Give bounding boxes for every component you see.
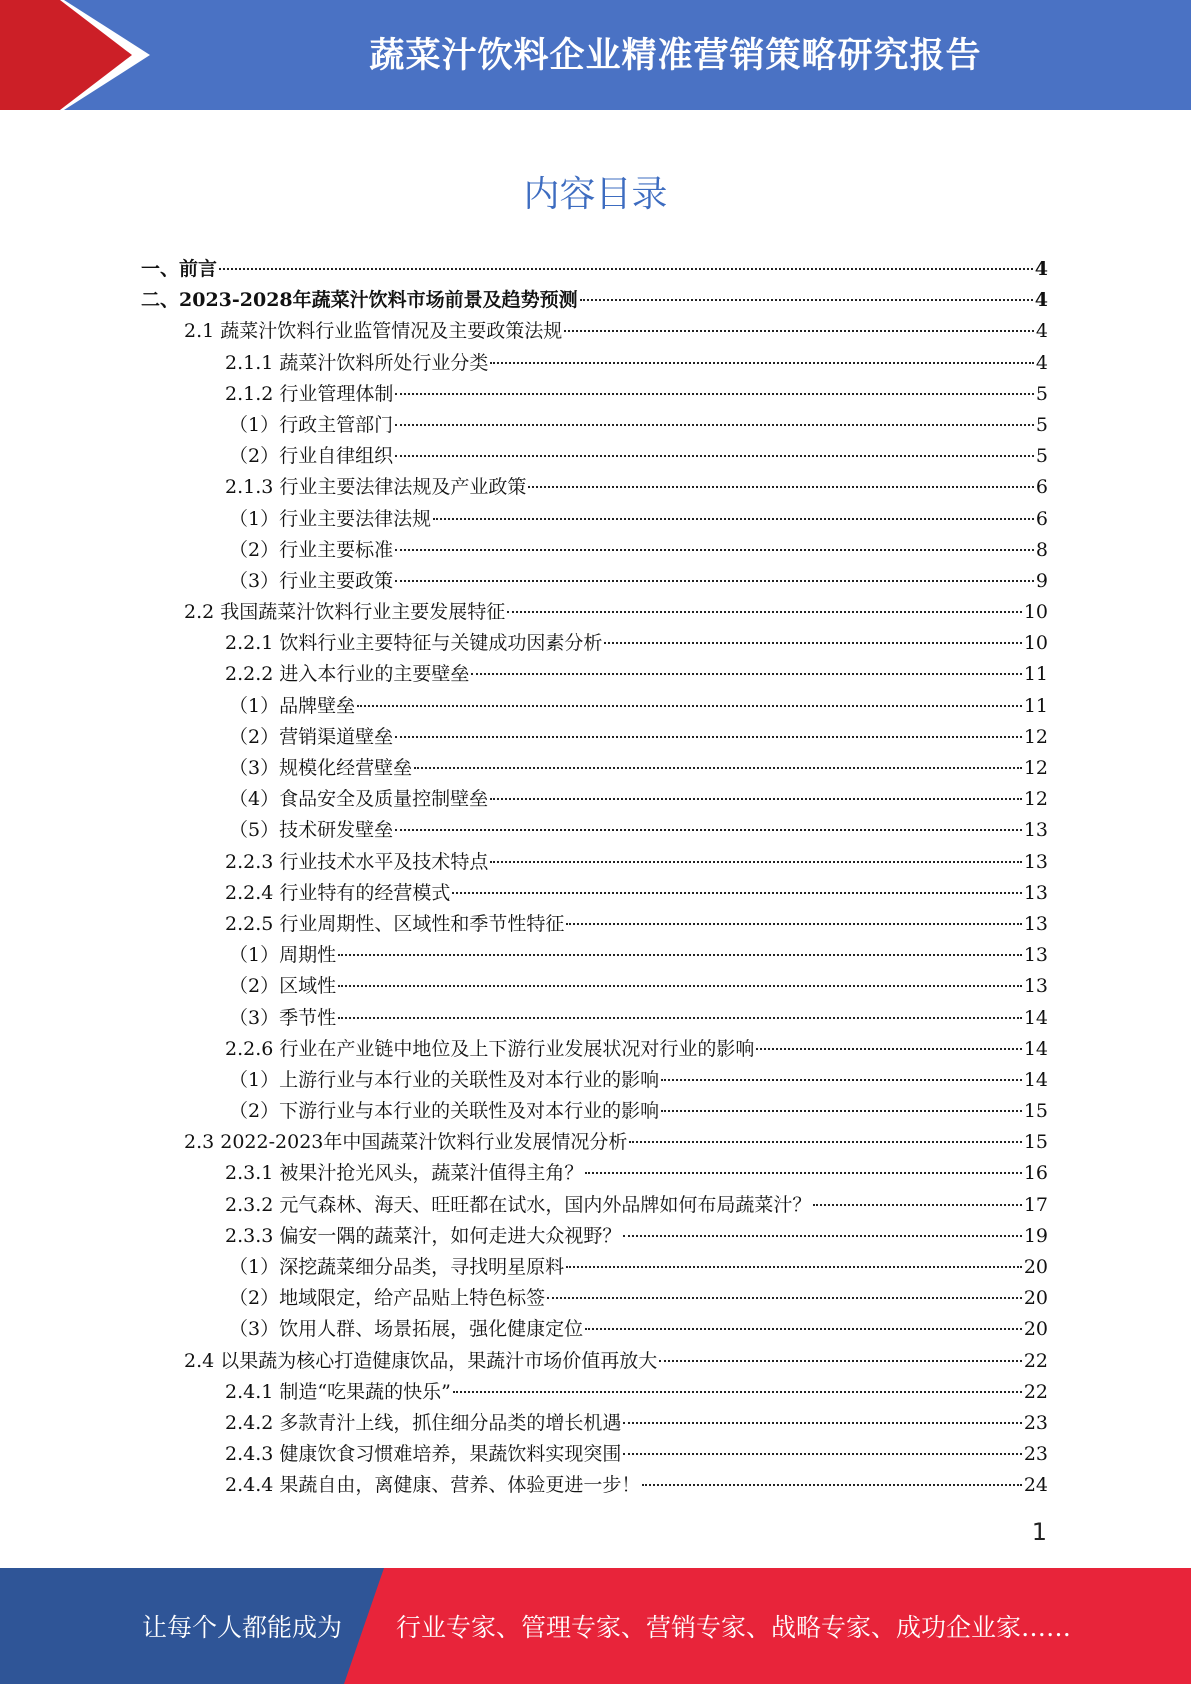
toc-dot-leader (528, 486, 1034, 488)
toc-entry[interactable] (141, 1283, 1048, 1314)
toc-dot-leader (629, 1141, 1021, 1143)
toc-entry-text: 2.2.3 行业技术水平及技术特点 (225, 850, 489, 873)
toc-dot-leader (453, 1391, 1022, 1393)
toc-title: 内容目录 (523, 174, 668, 215)
toc-dot-leader (566, 923, 1021, 925)
toc-entry-text: （3）季节性 (229, 1006, 337, 1029)
toc-entry[interactable] (141, 535, 1048, 566)
toc-entry-text: 二、2023-2028年蔬菜汁饮料市场前景及趋势预测 (141, 289, 578, 312)
toc-entry-text: 2.2.4 行业特有的经营模式 (225, 881, 451, 904)
toc-entry-page: 23 (1023, 1443, 1048, 1466)
toc-dot-leader (395, 829, 1022, 831)
toc-dot-leader (661, 1079, 1022, 1081)
toc-entry-text: （4）食品安全及质量控制壁垒 (229, 788, 489, 811)
toc-dot-leader (395, 455, 1034, 457)
toc-entry-page: 4 (1034, 289, 1048, 312)
toc-entry-text: （1）周期性 (229, 944, 337, 967)
toc-dot-leader (395, 580, 1034, 582)
toc-entry-text: （1）深挖蔬菜细分品类，寻找明星原料 (229, 1256, 565, 1278)
toc-entry-text: （2）区域性 (229, 975, 337, 998)
footer-slogan-left: 让每个人都能成为 (142, 1613, 343, 1642)
toc-entry[interactable] (141, 878, 1048, 909)
toc-entry-text: （1）行业主要法律法规 (229, 507, 432, 530)
toc-entry-page: 16 (1023, 1162, 1048, 1185)
toc-entry[interactable] (141, 784, 1048, 815)
toc-entry[interactable] (141, 379, 1048, 410)
toc-dot-leader (338, 954, 1022, 956)
toc-entry-text: 2.2.6 行业在产业链中地位及上下游行业发展状况对行业的影响 (225, 1037, 755, 1060)
toc-dot-leader (642, 1484, 1021, 1486)
toc-entry[interactable] (141, 1346, 1048, 1377)
toc-entry-text: （1）品牌壁垒 (229, 694, 356, 717)
toc-dot-leader (564, 330, 1034, 332)
toc-entry[interactable] (141, 1439, 1048, 1470)
toc-entry-page: 12 (1023, 788, 1048, 811)
toc-entry-page: 20 (1023, 1287, 1048, 1310)
toc-dot-leader (433, 518, 1034, 520)
toc-entry-page: 13 (1023, 881, 1048, 904)
toc-entry-text: （1）上游行业与本行业的关联性及对本行业的影响 (229, 1068, 660, 1091)
toc-entry[interactable] (141, 909, 1048, 940)
toc-entry[interactable] (141, 971, 1048, 1002)
toc-dot-leader (623, 1235, 1021, 1237)
toc-entry-page: 10 (1023, 601, 1048, 624)
toc-entry-text: 2.3.3 偏安一隅的蔬菜汁，如何走进大众视野？ (225, 1224, 622, 1247)
toc-entry[interactable] (141, 815, 1048, 846)
toc-entry[interactable] (141, 285, 1048, 316)
footer-slogan-right: 行业专家、管理专家、营销专家、战略专家、成功企业家…… (396, 1613, 1072, 1642)
toc-entry-page: 15 (1023, 1100, 1048, 1123)
toc-dot-leader (395, 393, 1034, 395)
toc-entry-text: 2.4.1 制造“吃果蔬的快乐” (225, 1380, 451, 1403)
toc-entry-page: 24 (1023, 1474, 1048, 1497)
toc-dot-leader (357, 705, 1022, 707)
toc-entry-text: （2）下游行业与本行业的关联性及对本行业的影响 (229, 1100, 660, 1123)
toc-entry-text: （3）饮用人群、场景拓展，强化健康定位 (229, 1318, 584, 1341)
toc-entry-text: （3）规模化经营壁垒 (229, 757, 413, 779)
toc-entry-text: （2）营销渠道壁垒 (229, 725, 394, 748)
toc-entry-text: 2.1 蔬菜汁饮料行业监管情况及主要政策法规 (184, 320, 563, 343)
toc-entry-page: 10 (1023, 632, 1048, 655)
report-title: 蔬菜汁饮料企业精准营销策略研究报告 (369, 36, 982, 76)
toc-entry-page: 8 (1035, 538, 1048, 561)
toc-entry[interactable] (141, 1065, 1048, 1096)
toc-entry-text: 2.4 以果蔬为核心打造健康饮品，果蔬汁市场价值再放大 (184, 1349, 658, 1372)
toc-entry[interactable] (141, 472, 1048, 503)
toc-dot-leader (490, 861, 1021, 863)
toc-entry-page: 6 (1035, 476, 1048, 499)
toc-entry-text: 2.2.1 饮料行业主要特征与关键成功因素分析 (225, 632, 603, 655)
page-header (0, 0, 1191, 110)
toc-entry[interactable] (141, 1408, 1048, 1439)
toc-entry[interactable] (141, 691, 1048, 722)
toc-entry-page: 20 (1023, 1318, 1048, 1341)
toc-dot-leader (623, 1422, 1021, 1424)
toc-dot-leader (756, 1048, 1021, 1050)
toc-entry-text: （2）行业主要标准 (229, 538, 394, 561)
toc-entry-text: 2.1.2 行业管理体制 (225, 382, 394, 405)
toc-entry[interactable] (141, 659, 1048, 690)
toc-entry-text: 2.2 我国蔬菜汁饮料行业主要发展特征 (184, 601, 506, 624)
toc-dot-leader (395, 549, 1034, 551)
toc-dot-leader (585, 1328, 1022, 1330)
toc-entry[interactable] (141, 1003, 1048, 1034)
toc-entry-page: 12 (1023, 725, 1048, 748)
toc-entry-page: 13 (1023, 819, 1048, 842)
toc-entry-text: 2.2.5 行业周期性、区域性和季节性特征 (225, 912, 565, 935)
page-footer (0, 1568, 1191, 1684)
toc-entry[interactable] (141, 1034, 1048, 1065)
toc-entry-page: 19 (1023, 1224, 1048, 1247)
toc-entry-text: （2）行业自律组织 (229, 445, 394, 468)
toc-entry-page: 14 (1023, 1068, 1048, 1091)
toc-entry-page: 22 (1023, 1380, 1048, 1403)
toc-dot-leader (490, 362, 1034, 364)
toc-entry[interactable] (141, 753, 1048, 784)
toc-entry[interactable] (141, 628, 1048, 659)
toc-dot-leader (623, 1453, 1021, 1455)
toc-entry-page: 6 (1035, 507, 1048, 530)
toc-entry-text: 2.1.3 行业主要法律法规及产业政策 (225, 476, 527, 499)
toc-entry-text: 2.4.4 果蔬自由，离健康、营养、体验更进一步！ (225, 1474, 641, 1497)
toc-dot-leader (452, 892, 1021, 894)
toc-entry-text: 2.4.3 健康饮食习惯难培养，果蔬饮料实现突围 (225, 1443, 622, 1466)
toc-dot-leader (471, 673, 1021, 675)
toc-entry-text: 2.2.2 进入本行业的主要壁垒 (225, 663, 470, 686)
toc-entry-page: 17 (1023, 1193, 1048, 1216)
toc-entry[interactable] (141, 1190, 1048, 1221)
toc-entry[interactable] (141, 441, 1048, 472)
toc-entry[interactable] (141, 1096, 1048, 1127)
toc-entry-page: 11 (1023, 663, 1048, 686)
toc-entry-page: 4 (1035, 320, 1048, 343)
toc-entry-page: 13 (1023, 850, 1048, 873)
toc-entry-text: （2）地域限定，给产品贴上特色标签 (229, 1287, 546, 1310)
toc-entry[interactable] (141, 1252, 1048, 1283)
toc-entry[interactable] (141, 1470, 1048, 1501)
toc-dot-leader (507, 611, 1022, 613)
toc-entry[interactable] (141, 1221, 1048, 1252)
toc-entry[interactable] (141, 847, 1048, 878)
toc-entry-text: 2.1.1 蔬菜汁饮料所处行业分类 (225, 351, 489, 374)
toc-entry-page: 13 (1023, 912, 1048, 935)
toc-entry-text: 一、前言 (141, 258, 218, 280)
toc-entry[interactable] (141, 410, 1048, 441)
toc-entry-page: 4 (1035, 351, 1048, 374)
toc-entry-page: 15 (1023, 1131, 1048, 1154)
toc-entry[interactable] (141, 722, 1048, 753)
page-number: 1 (1031, 1518, 1047, 1546)
toc-entry[interactable] (141, 316, 1048, 347)
toc-entry-page: 14 (1023, 1006, 1048, 1029)
table-of-contents (141, 254, 1048, 1502)
toc-entry-text: （1）行政主管部门 (229, 413, 394, 436)
toc-entry-page: 5 (1035, 445, 1048, 468)
toc-dot-leader (338, 1017, 1022, 1019)
toc-entry[interactable] (141, 1377, 1048, 1408)
toc-entry-page: 22 (1023, 1349, 1048, 1372)
toc-entry-page: 11 (1023, 694, 1048, 717)
toc-entry-page: 4 (1034, 258, 1048, 280)
toc-dot-leader (585, 1172, 1021, 1174)
toc-dot-leader (395, 736, 1022, 738)
toc-entry-page: 9 (1035, 569, 1048, 592)
toc-entry-text: （5）技术研发壁垒 (229, 819, 394, 842)
toc-entry-page: 14 (1023, 1037, 1048, 1060)
toc-entry-page: 23 (1023, 1411, 1048, 1434)
toc-entry[interactable] (141, 348, 1048, 379)
toc-entry-page: 5 (1035, 413, 1048, 436)
toc-entry-page: 20 (1023, 1256, 1048, 1278)
toc-entry-page: 13 (1023, 944, 1048, 967)
toc-dot-leader (338, 985, 1022, 987)
toc-entry[interactable] (141, 566, 1048, 597)
toc-entry[interactable] (141, 254, 1048, 285)
toc-dot-leader (661, 1110, 1022, 1112)
toc-entry-text: 2.4.2 多款青汁上线，抓住细分品类的增长机遇 (225, 1411, 622, 1434)
toc-entry-page: 12 (1023, 757, 1048, 779)
toc-entry-page: 13 (1023, 975, 1048, 998)
toc-entry-text: 2.3.1 被果汁抢光风头，蔬菜汁值得主角？ (225, 1162, 584, 1185)
toc-dot-leader (219, 268, 1033, 270)
toc-entry[interactable] (141, 597, 1048, 628)
toc-entry[interactable] (141, 504, 1048, 535)
toc-dot-leader (566, 1266, 1022, 1268)
toc-dot-leader (659, 1360, 1022, 1362)
toc-dot-leader (580, 299, 1033, 301)
toc-entry[interactable] (141, 1314, 1048, 1345)
toc-entry[interactable] (141, 940, 1048, 971)
toc-entry-text: 2.3 2022-2023年中国蔬菜汁饮料行业发展情况分析 (184, 1131, 628, 1154)
toc-dot-leader (813, 1204, 1021, 1206)
toc-dot-leader (490, 798, 1022, 800)
toc-entry-text: 2.3.2 元气森林、海天、旺旺都在试水，国内外品牌如何布局蔬菜汁？ (225, 1193, 812, 1216)
toc-entry[interactable] (141, 1127, 1048, 1158)
toc-entry-page: 5 (1035, 382, 1048, 405)
toc-entry-text: （3）行业主要政策 (229, 569, 394, 592)
toc-entry[interactable] (141, 1158, 1048, 1189)
toc-dot-leader (547, 1297, 1022, 1299)
toc-dot-leader (395, 424, 1034, 426)
toc-dot-leader (604, 642, 1021, 644)
toc-dot-leader (414, 767, 1022, 769)
